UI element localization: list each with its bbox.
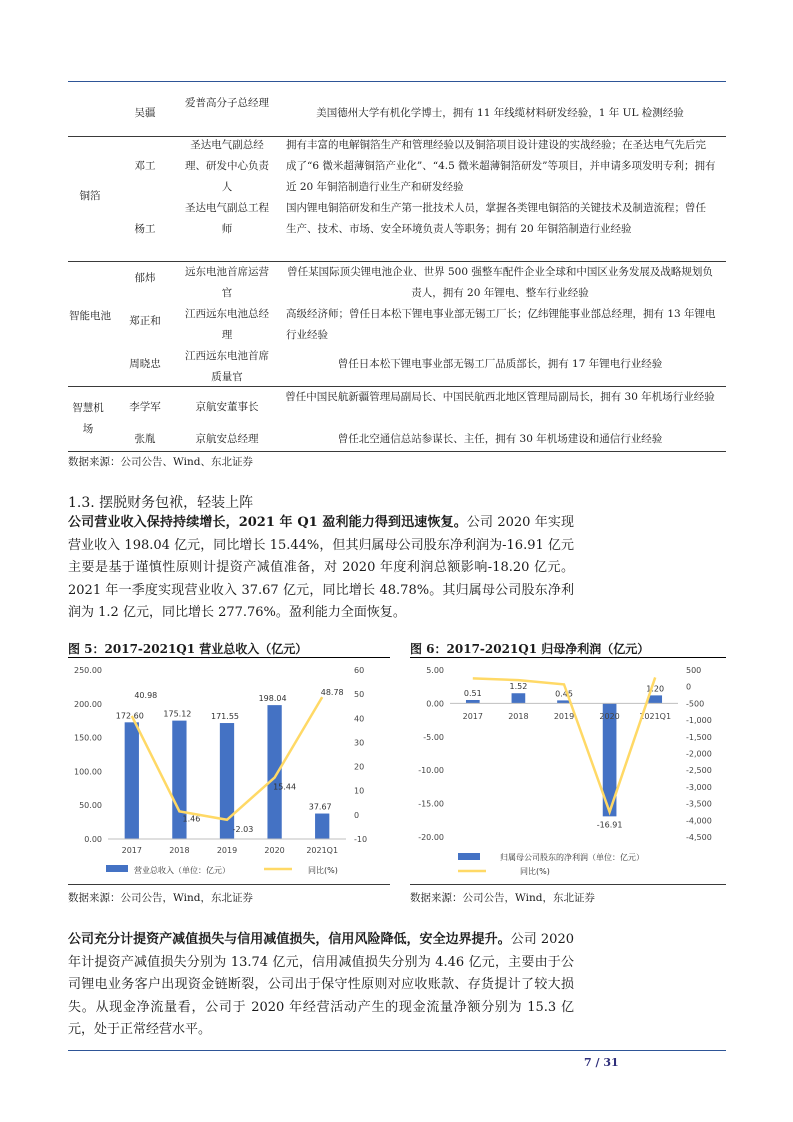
table-bottom-rule (68, 451, 726, 452)
chart6-y2tick-label: 500 (686, 666, 702, 675)
chart6-source: 数据来源：公司公告，Wind，东北证券 (410, 892, 595, 904)
chart6-y2tick-label: -1,500 (686, 732, 712, 742)
chart6-y2tick-label: -3,000 (686, 782, 712, 792)
chart5-y2tick-label: 30 (354, 738, 365, 748)
chart5-ytick-label: 150.00 (74, 733, 102, 743)
table-cell-name: 郁炜 (134, 272, 156, 284)
table-cell-title: 圣达电气副总工程师 (185, 202, 269, 235)
chart5-ytick-label: 50.00 (79, 801, 102, 811)
chart5-xtick-label: 2017 (121, 846, 142, 855)
table-cell-segment: 智慧机场 (72, 402, 104, 435)
chart6-y2tick-label: -4,000 (686, 816, 712, 826)
chart5-bar-label: 171.55 (211, 712, 239, 722)
table-cell-title: 江西远东电池首席质量官 (185, 350, 269, 383)
chart5-bar (125, 722, 139, 839)
chart5-ytick-label: 100.00 (74, 767, 102, 777)
chart5-xtick-label: 2019 (216, 846, 238, 855)
chart5-bar-label: 175.12 (163, 709, 192, 719)
table-cell-title: 京航安董事长 (195, 401, 259, 413)
paragraph-body: 公司 2020 年计提资产减值损失分别为 13.74 亿元，信用减值损失分别为 4.46 亿元，主要由于公司锂电业务客户出现资金链断裂，公司出于保守性原则对应收账款、存货提计了较大损失。从现金净流量看，公司于 2020 年经营活动产生的现金流量净额分别为 15.3 亿元，处于正常经营水平。 (68, 932, 574, 1037)
chart6-bar-label: 1.52 (509, 682, 528, 692)
table-cell-bio: 曾任中国民航新疆管理局副局长、中国民航西北地区管理局副局长，拥有 30 年机场行业经验 (285, 391, 715, 403)
chart5-legend-line-label: 同比(%) (308, 866, 338, 875)
chart5-legend-bar-swatch (106, 865, 128, 872)
chart6-bar-label: 0.45 (555, 689, 573, 699)
chart5-line-label: 48.78 (320, 688, 344, 698)
chart5 (68, 659, 390, 881)
chart6-bar-label: -16.91 (596, 820, 623, 830)
table-cell-name: 周晓忠 (129, 358, 161, 370)
table-cell-title: 京航安总经理 (195, 433, 259, 445)
chart6-xtick-label: 2018 (508, 712, 529, 721)
chart6-y2tick-label: 0 (686, 682, 692, 692)
table-cell-bio: 曾任某国际顶尖锂电池企业、世界 500 强整车配件企业全球和中国区业务发展及战略规划负责人，拥有 20 年锂电、整车行业经验 (287, 266, 713, 299)
chart6-bar-label: 1.20 (646, 684, 665, 694)
chart5-y2tick-label: 0 (354, 810, 360, 820)
chart5-y2tick-label: 50 (354, 690, 365, 700)
paragraph-body: 公司 2020 年实现营业收入 198.04 亿元，同比增长 15.44%，但其归属母公司股东净利润为-16.91 亿元主要是基于谨慎性原则计提资产减值准备，对 2020 年度利润总额影响-18.20 亿元。2021 年一季度实现营业收入 37.67 亿元，同比增长 48.78%。其归属母公司股东净利润为 1.2 亿元，同比增长 277.76%。盈利能力全面恢复。 (68, 515, 574, 620)
chart6-xtick-label: 2017 (462, 712, 483, 721)
chart6-bar-label: 0.51 (463, 688, 482, 698)
table-cell-bio: 美国德州大学有机化学博士，拥有 11 年线缆材料研发经验，1 年 UL 检测经验 (316, 107, 684, 119)
chart6-legend-bar-swatch (458, 853, 480, 860)
chart6-bar (512, 693, 526, 703)
table-cell-bio: 高级经济师；曾任日本松下锂电事业部无锡工厂长；亿纬锂能事业部总经理，拥有 13 年锂电行业经验 (286, 308, 716, 341)
chart5-bar-label: 172.60 (115, 711, 144, 721)
paragraph-impairment (68, 929, 574, 1042)
table-cell-name: 杨工 (134, 223, 156, 235)
chart5-bar-label: 198.04 (258, 694, 287, 704)
chart6-bar (648, 695, 662, 703)
table-source: 数据来源：公司公告、Wind、东北证券 (68, 456, 253, 468)
chart5-line-label: 1.46 (182, 814, 201, 824)
table-cell-title: 圣达电气副总经理、研发中心负责人 (185, 139, 269, 193)
table-cell-segment: 铜箔 (79, 190, 101, 202)
chart6-xtick-label: 2021Q1 (639, 712, 672, 721)
paragraph-revenue (68, 512, 574, 625)
chart5-bar-label: 37.67 (308, 802, 332, 812)
chart5-title: 图 5：2017-2021Q1 营业总收入（亿元） (68, 642, 308, 656)
table-cell-bio: 曾任北空通信总站参谋长、主任，拥有 30 年机场建设和通信行业经验 (337, 433, 663, 445)
chart6-y2tick-label: -4,500 (686, 833, 712, 842)
chart5-title-underline (68, 657, 390, 658)
table-cell-title: 爱普高分子总经理 (185, 97, 269, 109)
page-number: 7 / 31 (584, 1056, 619, 1069)
chart5-ytick-label: 200.00 (74, 699, 102, 709)
table-cell-bio: 拥有丰富的电解铜箔生产和管理经验以及铜箔项目设计建设的实战经验；在圣达电气先后完成了“6 微米超薄铜箔产业化”、“4.5 微米超薄铜箔研发”等项目，并申请多项发明专利；拥有近 20 年铜箔制造行业生产和研发经验 (286, 139, 716, 193)
table-cell-title: 江西远东电池总经理 (185, 308, 269, 341)
chart6-legend-bar-label: 归属母公司股东的净利润（单位：亿元） (500, 853, 644, 862)
header-rule (68, 81, 726, 82)
chart6-ytick-label: 0.00 (426, 699, 444, 709)
chart6-ytick-label: -15.00 (418, 799, 444, 809)
chart6-legend-line-label: 同比(%) (520, 867, 550, 876)
table-cell-bio: 国内锂电铜箔研发和生产第一批技术人员，掌握各类锂电铜箔的关键技术及制造流程；曾任生产、技术、市场、安全环境负责人等职务；拥有 20 年铜箔制造行业经验 (286, 202, 706, 235)
chart6-ytick-label: -20.00 (418, 833, 444, 842)
chart5-bar (267, 705, 281, 839)
chart5-y2tick-label: -10 (354, 835, 368, 844)
table-cell-name: 邓工 (134, 160, 156, 172)
chart5-ytick-label: 0.00 (84, 835, 102, 844)
chart5-bottom-rule (68, 884, 390, 885)
chart5-line-label: 15.44 (273, 782, 297, 792)
chart5-bar (220, 723, 234, 839)
paragraph-lead: 公司充分计提资产减值损失与信用减值损失，信用风险降低，安全边界提升。 (68, 932, 511, 947)
chart5-y2tick-label: 40 (354, 714, 365, 724)
chart5-ytick-label: 250.00 (74, 666, 102, 675)
table-cell-segment: 智能电池 (69, 310, 111, 322)
table-cell-name: 张胤 (134, 433, 156, 445)
chart6-title-underline (410, 657, 726, 658)
chart6-ytick-label: -10.00 (418, 766, 444, 776)
chart6-y2tick-label: -2,000 (686, 749, 712, 759)
chart5-y2tick-label: 60 (354, 666, 365, 675)
chart6-ytick-label: 5.00 (426, 666, 444, 675)
chart6-y2tick-label: -500 (686, 699, 705, 709)
chart6-bottom-rule (410, 884, 726, 885)
chart5-y2tick-label: 10 (354, 786, 365, 796)
chart5-xtick-label: 2018 (169, 846, 190, 855)
chart5-line-label: 40.98 (134, 690, 158, 700)
chart6-ytick-label: -5.00 (423, 732, 444, 742)
chart5-source: 数据来源：公司公告，Wind，东北证券 (68, 892, 253, 904)
chart6-y2tick-label: -2,500 (686, 766, 712, 776)
chart5-y2tick-label: 20 (354, 762, 365, 772)
section-heading: 1.3. 摆脱财务包袱，轻装上阵 (68, 495, 254, 511)
chart6-xtick-label: 2019 (553, 712, 575, 721)
chart6-y2tick-label: -1,000 (686, 716, 712, 726)
chart5-xtick-label: 2021Q1 (306, 846, 339, 855)
chart5-xtick-label: 2020 (264, 846, 285, 855)
chart6-title: 图 6：2017-2021Q1 归母净利润（亿元） (410, 642, 650, 656)
chart6 (410, 659, 726, 881)
chart6-y2tick-label: -3,500 (686, 799, 712, 809)
table-cell-title: 远东电池首席运营官 (185, 266, 269, 299)
footer-rule (68, 1050, 726, 1051)
table-cell-name: 李学军 (129, 401, 161, 413)
chart5-legend-bar-label: 营业总收入（单位：亿元） (134, 866, 230, 875)
chart5-bar (315, 814, 329, 839)
table-cell-name: 郑正和 (129, 315, 161, 327)
chart5-line-label: -2.03 (232, 824, 254, 834)
paragraph-lead: 公司营业收入保持持续增长，2021 年 Q1 盈利能力得到迅速恢复。 (68, 515, 467, 530)
table-cell-name: 吴疆 (134, 107, 156, 119)
chart6-xtick-label: 2020 (599, 712, 620, 721)
table-cell-bio: 曾任日本松下锂电事业部无锡工厂品质部长，拥有 17 年锂电行业经验 (337, 358, 663, 370)
chart6-bar (466, 700, 480, 703)
